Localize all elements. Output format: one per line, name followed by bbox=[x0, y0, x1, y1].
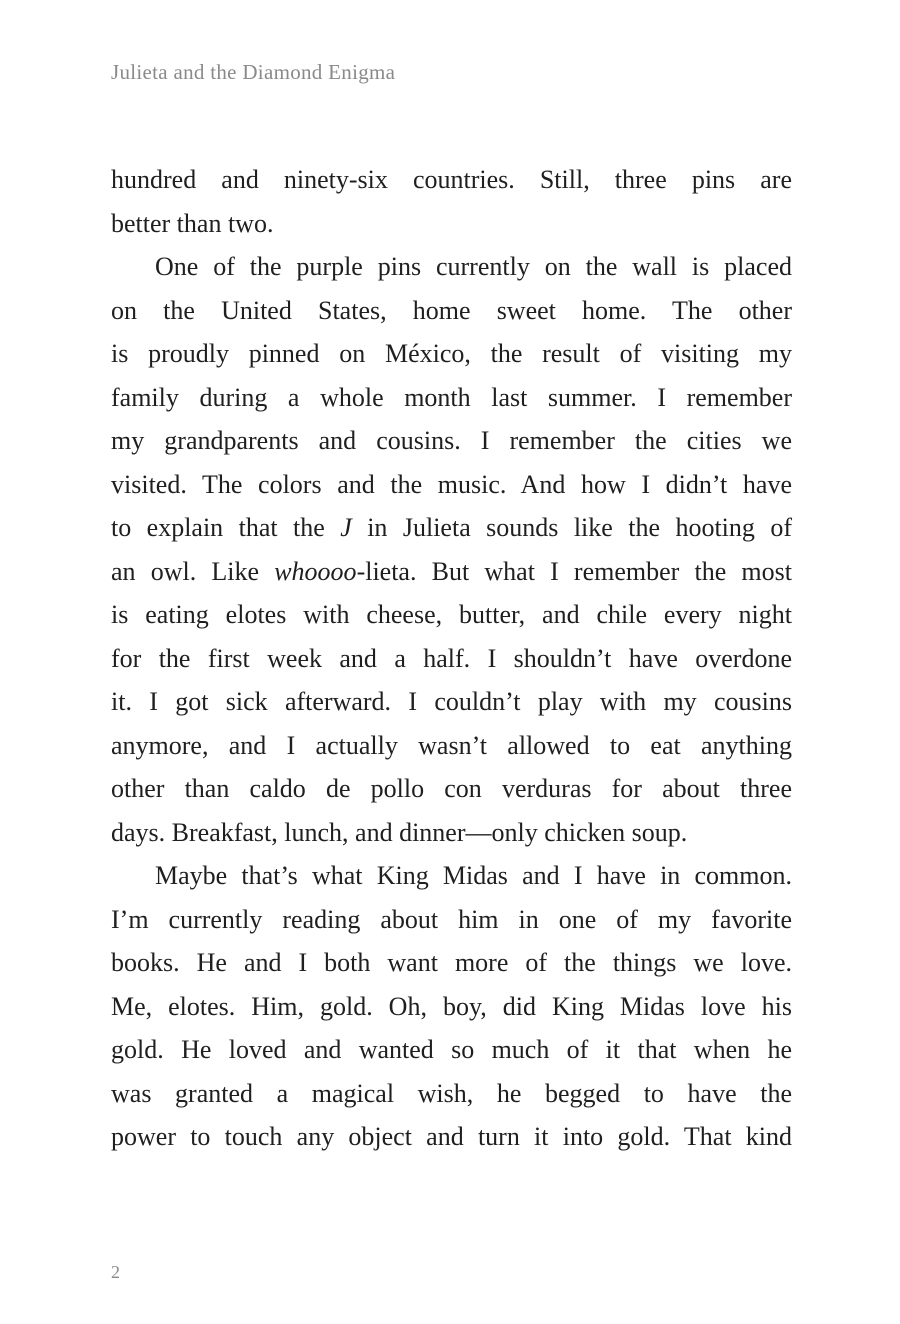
italic-text: whoooo bbox=[274, 556, 357, 586]
text-line: other than caldo de pollo con verduras for about three bbox=[111, 774, 792, 803]
text-line: is eating elotes with cheese, butter, and chile every night bbox=[111, 600, 792, 629]
text-line: anymore, and I actually wasn’t allowed to eat anything bbox=[111, 730, 792, 760]
text-span: an owl. Like bbox=[111, 556, 275, 586]
body-text bbox=[111, 158, 792, 1159]
text-line: my grandparents and cousins. I remember the cities we bbox=[111, 426, 792, 455]
text-line bbox=[111, 550, 792, 594]
text-line: Me, elotes. Him, gold. Oh, boy, did King Midas love his bbox=[111, 991, 792, 1021]
text-line: books. He and I both want more of the things we love. bbox=[111, 948, 792, 977]
text-line: better than two. bbox=[111, 208, 274, 238]
text-line: hundred and ninety-six countries. Still, three pins are bbox=[111, 165, 792, 194]
text-line: One of the purple pins currently on the wall is placed bbox=[155, 252, 792, 281]
page-number: 2 bbox=[111, 1262, 120, 1282]
text-line: for the first week and a half. I shouldn’t have overdone bbox=[111, 643, 792, 673]
text-line: on the United States, home sweet home. The other bbox=[111, 295, 792, 325]
text-line: it. I got sick afterward. I couldn’t play with my cousins bbox=[111, 687, 792, 716]
text-span: -lieta. But what I remember the most bbox=[356, 556, 793, 586]
text-line: was granted a magical wish, he begged to have the bbox=[111, 1078, 792, 1108]
text-line bbox=[111, 506, 792, 550]
text-span: to explain that the bbox=[111, 513, 341, 542]
text-line: days. Breakfast, lunch, and dinner—only chicken soup. bbox=[111, 817, 688, 847]
text-line: I’m currently reading about him in one of my favorite bbox=[111, 904, 792, 934]
text-line: family during a whole month last summer. I remember bbox=[111, 382, 792, 412]
running-header-title: Julieta and the Diamond Enigma bbox=[111, 60, 396, 84]
text-line: is proudly pinned on México, the result of visiting my bbox=[111, 339, 792, 368]
text-line: gold. He loved and wanted so much of it that when he bbox=[111, 1035, 792, 1064]
text-line: power to touch any object and turn it into gold. That kind bbox=[111, 1122, 792, 1151]
text-line: Maybe that’s what King Midas and I have in common. bbox=[155, 861, 792, 890]
italic-text: J bbox=[340, 513, 352, 542]
text-span: in Julieta sounds like the hooting of bbox=[351, 513, 792, 542]
text-line: visited. The colors and the music. And how I didn’t have bbox=[111, 469, 792, 499]
